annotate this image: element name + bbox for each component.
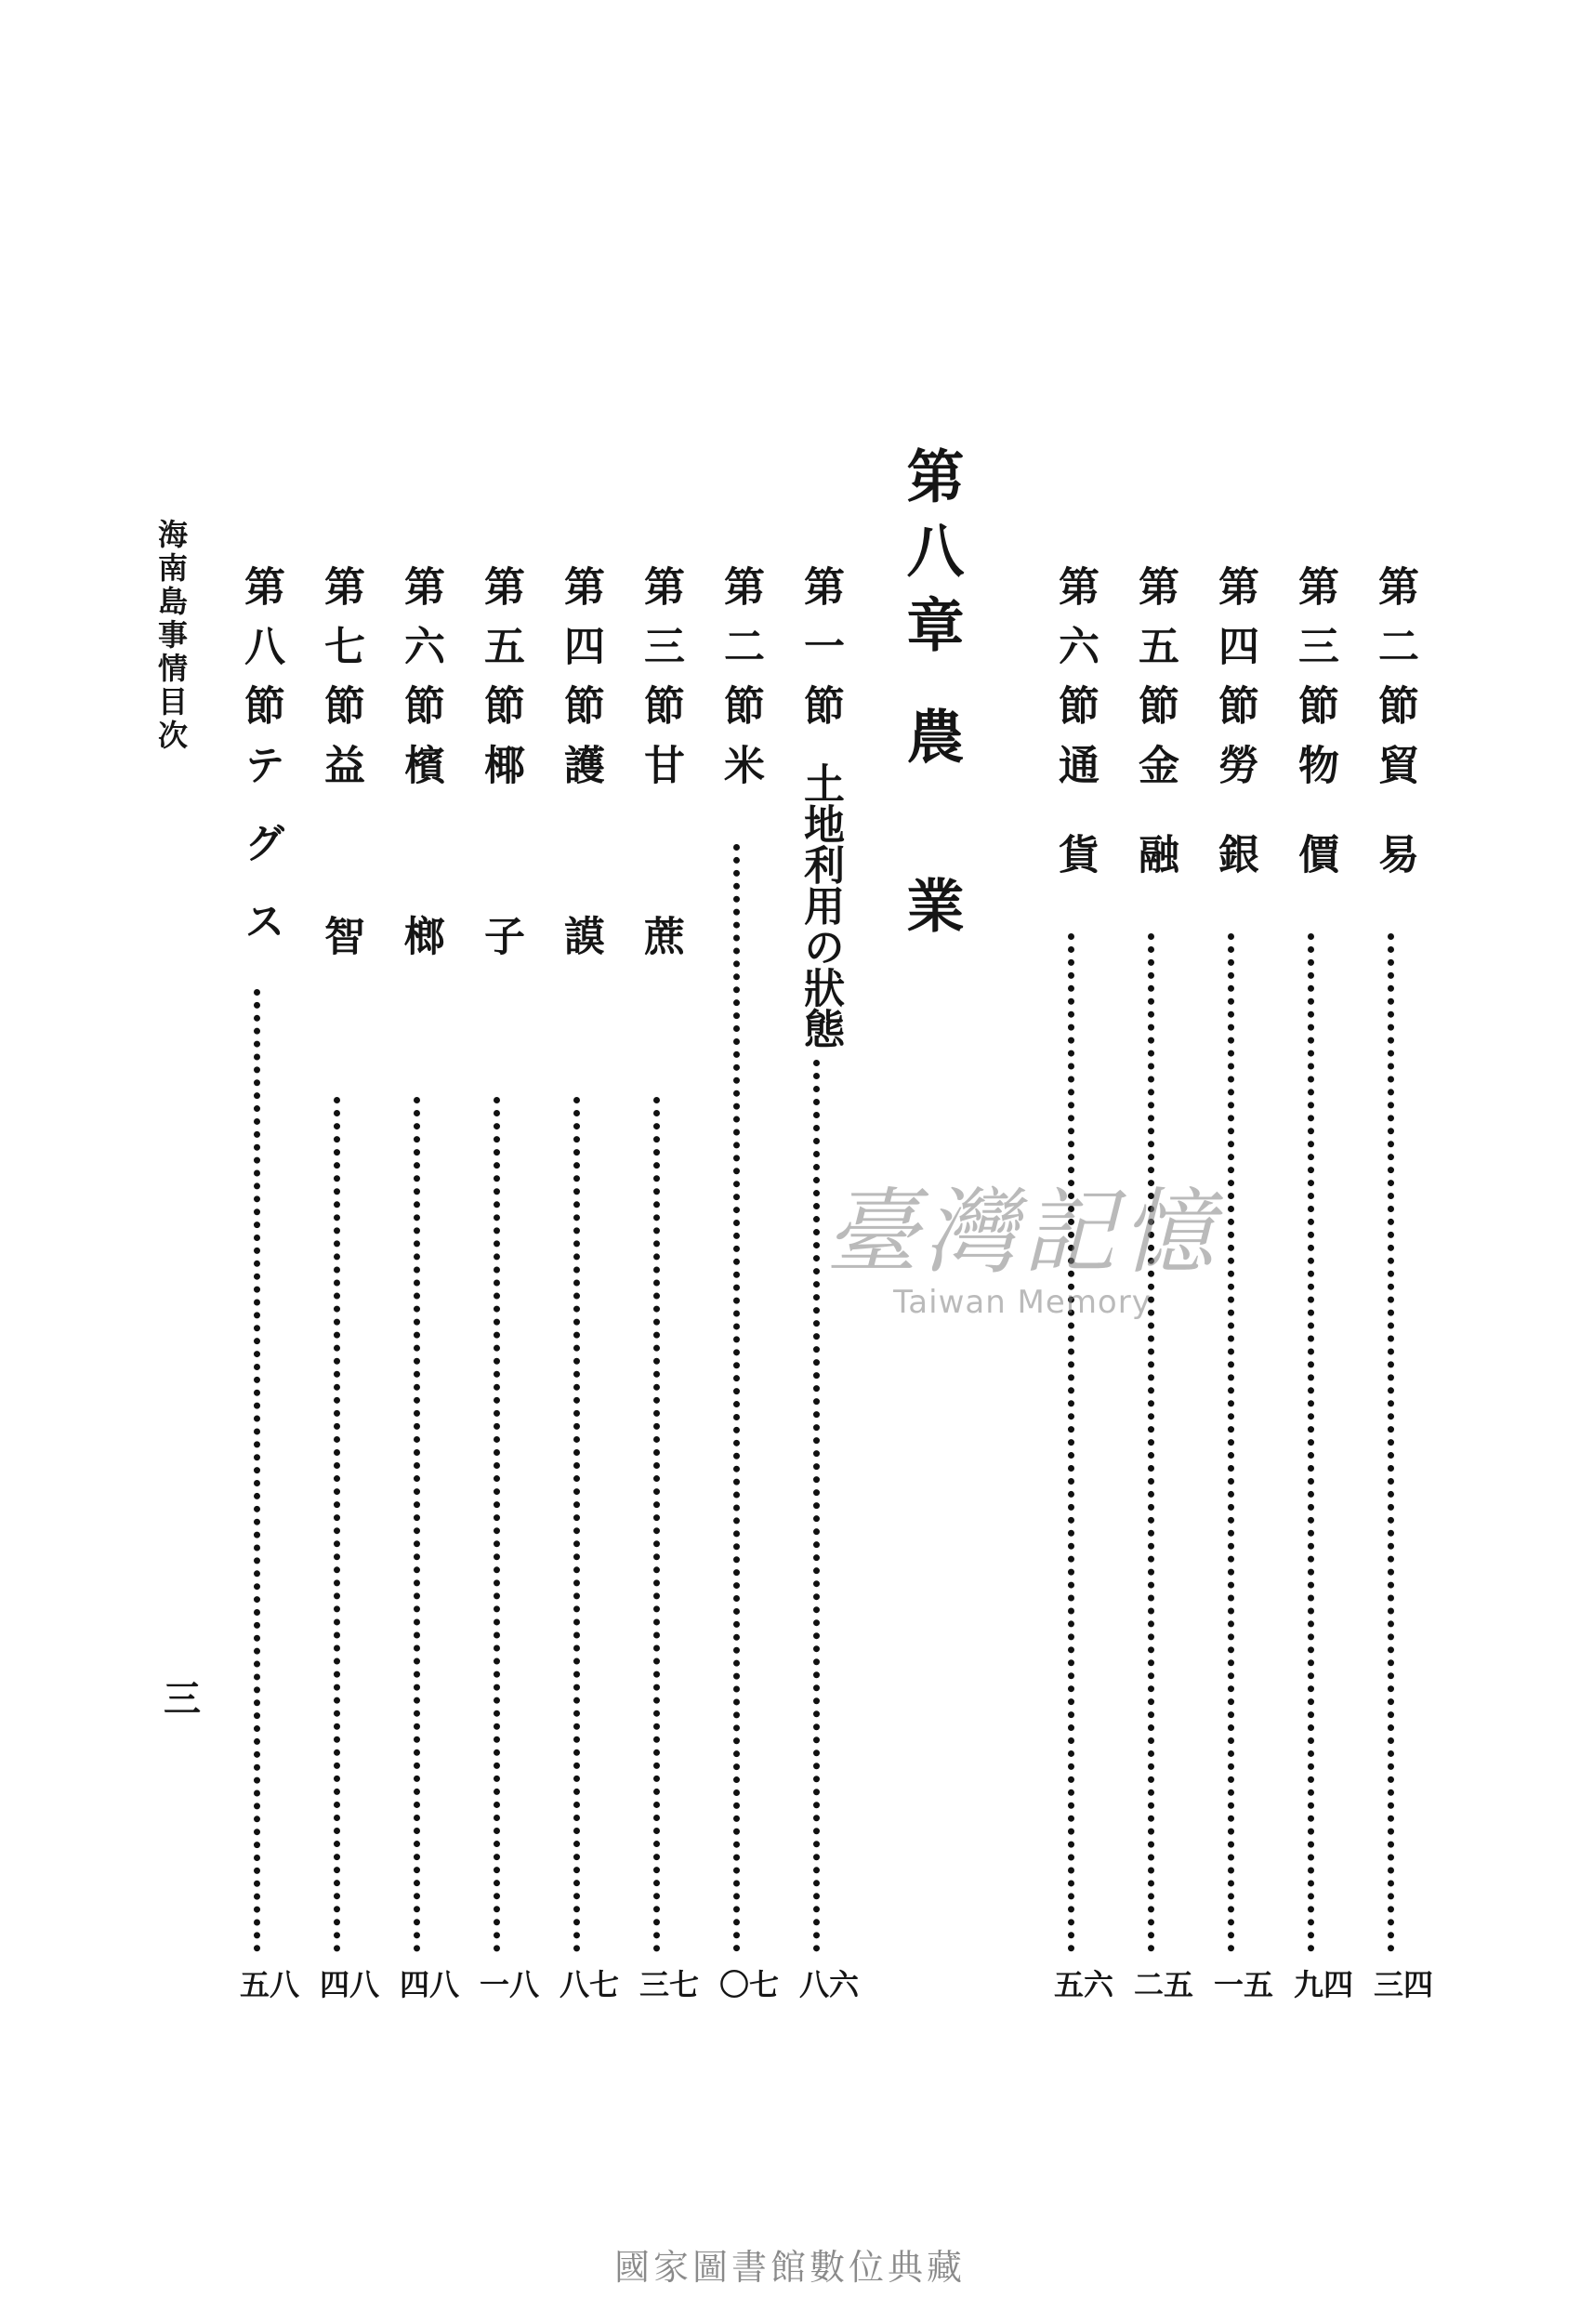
- section-number: 第四節: [557, 565, 604, 744]
- leader-dots: [733, 844, 740, 1952]
- leader-dots: [334, 1097, 340, 1952]
- watermark-chinese: 臺灣記憶: [825, 1178, 1219, 1287]
- section-title: 檳榔: [397, 744, 444, 1086]
- page-ref: 五二: [1129, 1969, 1194, 2000]
- toc-entry[interactable]: [312, 565, 380, 2000]
- watermark: [781, 1157, 1264, 1321]
- toc-entry[interactable]: [632, 565, 700, 2000]
- section-title: 椰子: [477, 744, 524, 1086]
- toc-entry[interactable]: [392, 565, 460, 2000]
- chapter-title: 農業: [897, 706, 965, 1045]
- toc-entry[interactable]: [712, 565, 780, 2000]
- leader-dots: [494, 1097, 500, 1952]
- toc-entry[interactable]: [552, 565, 620, 2000]
- page-ref: 六八: [795, 1969, 860, 2000]
- leader-dots: [573, 1097, 580, 1952]
- section-title: 益智: [317, 744, 364, 1086]
- section-title: 貿易: [1371, 744, 1418, 922]
- page-ref: 八一: [475, 1969, 540, 2000]
- page-ref: 八四: [395, 1969, 460, 2000]
- leader-dots: [1228, 933, 1234, 1952]
- leader-dots: [254, 989, 260, 1952]
- page-ref: 八四: [315, 1969, 380, 2000]
- leader-dots: [1388, 933, 1394, 1952]
- toc-entry[interactable]: [472, 565, 540, 2000]
- section-title: 金融: [1131, 744, 1178, 922]
- page-ref: 七三: [635, 1969, 700, 2000]
- page-ref: 五一: [1209, 1969, 1274, 2000]
- section-number: 第六節: [397, 565, 444, 744]
- page-ref: 七〇: [715, 1969, 780, 2000]
- section-number: 第六節: [1051, 565, 1099, 744]
- watermark-english: Taiwan Memory: [893, 1284, 1152, 1321]
- section-number: 第四節: [1211, 565, 1258, 744]
- section-title: 護謨: [557, 744, 604, 1086]
- chapter-heading: [897, 446, 965, 1045]
- section-number: 第七節: [317, 565, 364, 744]
- section-number: 第五節: [1131, 565, 1178, 744]
- page-number: 三: [164, 1677, 201, 1721]
- section-title: テグス: [237, 744, 284, 978]
- leader-dots: [653, 1097, 660, 1952]
- section-title: 勞銀: [1211, 744, 1258, 922]
- section-number: 第三節: [637, 565, 684, 744]
- section-title: 甘蔗: [637, 744, 684, 1086]
- section-number: 第三節: [1291, 565, 1338, 744]
- leader-dots: [1308, 933, 1314, 1952]
- running-header: 海南島事情目次: [153, 519, 189, 753]
- page-ref: 四九: [1289, 1969, 1354, 2000]
- leader-dots: [1068, 933, 1074, 1952]
- section-number: 第五節: [477, 565, 524, 744]
- section-title: 物價: [1291, 744, 1338, 922]
- section-number: 第二節: [1371, 565, 1418, 744]
- section-title: 米: [717, 744, 764, 833]
- section-number: 第一節: [797, 565, 844, 744]
- page-ref: 四三: [1369, 1969, 1434, 2000]
- page-ref: 六五: [1049, 1969, 1114, 2000]
- leader-dots: [414, 1097, 420, 1952]
- toc-entry[interactable]: [232, 565, 300, 2000]
- leader-dots: [1148, 933, 1154, 1952]
- page-ref: 七八: [555, 1969, 620, 2000]
- toc-entry[interactable]: [1366, 565, 1434, 2000]
- footer-credit: 國家圖書館數位典藏: [613, 2247, 966, 2288]
- page-ref: 八五: [235, 1969, 300, 2000]
- section-number: 第二節: [717, 565, 764, 744]
- section-number: 第八節: [237, 565, 284, 744]
- section-title: 通貨: [1051, 744, 1099, 922]
- section-title: 土地利用の狀態: [797, 762, 844, 1049]
- chapter-label: 第八章: [897, 446, 965, 669]
- toc-entry[interactable]: [1286, 565, 1354, 2000]
